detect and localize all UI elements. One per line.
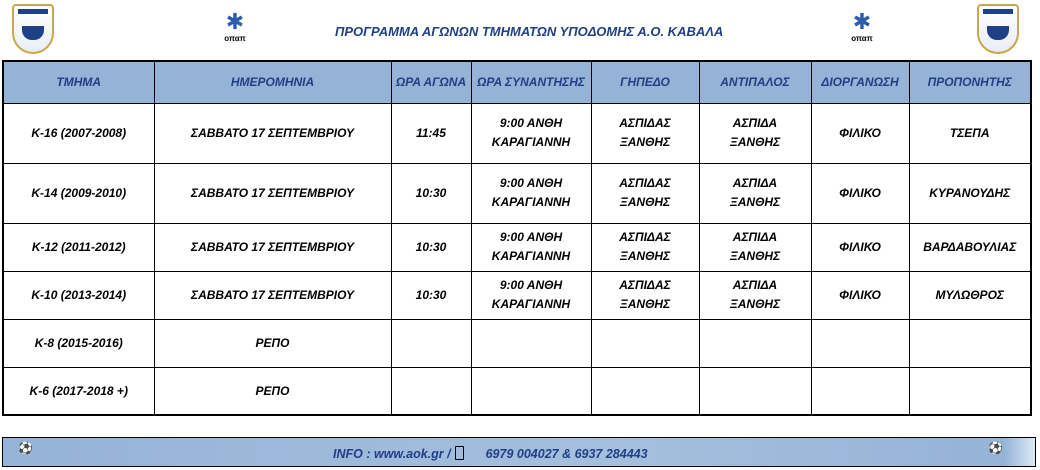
opap-label: οπαπ — [224, 34, 246, 43]
footer-phones: 6979 004027 & 6937 284443 — [485, 447, 648, 461]
table-cell: ΑΣΠΙΔΑΣ ΞΑΝΘΗΣ — [591, 271, 699, 319]
table-cell — [591, 319, 699, 367]
table-row — [3, 163, 1031, 223]
table-cell — [909, 319, 1031, 367]
opap-figure-icon: ✱ — [225, 9, 245, 34]
club-crest-logo — [977, 4, 1019, 54]
table-cell: 9:00 ΑΝΘΗ ΚΑΡΑΓΙΑΝΝΗ — [471, 271, 591, 319]
table-cell — [471, 367, 591, 415]
opap-logo — [215, 10, 255, 48]
table-cell: 10:30 — [391, 223, 471, 271]
table-header-row — [3, 61, 1031, 103]
table-cell: ΑΣΠΙΔΑΣ ΞΑΝΘΗΣ — [591, 103, 699, 163]
column-header: ΩΡΑ ΑΓΩΝΑ — [391, 61, 471, 103]
table-cell: ΑΣΠΙΔΑ ΞΑΝΘΗΣ — [699, 163, 811, 223]
table-cell: ΦΙΛΙΚΟ — [811, 223, 909, 271]
table-cell — [699, 367, 811, 415]
table-cell — [909, 367, 1031, 415]
table-cell: ΣΑΒΒΑΤΟ 17 ΣΕΠΤΕΜΒΡΙΟΥ — [154, 271, 391, 319]
table-cell: Κ-6 (2017-2018 +) — [3, 367, 154, 415]
club-crest-logo — [12, 4, 54, 54]
soccer-ball-icon: ⚽ — [988, 441, 1003, 455]
column-header: ΔΙΟΡΓΑΝΩΣΗ — [811, 61, 909, 103]
table-cell: ΦΙΛΙΚΟ — [811, 271, 909, 319]
table-cell: ΤΣΕΠΑ — [909, 103, 1031, 163]
table-row — [3, 319, 1031, 367]
table-cell — [471, 319, 591, 367]
table-cell: 9:00 ΑΝΘΗ ΚΑΡΑΓΙΑΝΝΗ — [471, 103, 591, 163]
opap-logo — [842, 10, 882, 48]
table-cell: ΡΕΠΟ — [154, 367, 391, 415]
footer-info: INFO : www.aok.gr / — [333, 447, 451, 461]
table-row — [3, 367, 1031, 415]
table-cell: Κ-14 (2009-2010) — [3, 163, 154, 223]
soccer-ball-icon: ⚽ — [18, 441, 33, 455]
table-cell — [699, 319, 811, 367]
table-cell: ΣΑΒΒΑΤΟ 17 ΣΕΠΤΕΜΒΡΙΟΥ — [154, 223, 391, 271]
table-cell — [391, 319, 471, 367]
table-cell: ΑΣΠΙΔΑΣ ΞΑΝΘΗΣ — [591, 223, 699, 271]
table-cell: ΑΣΠΙΔΑΣ ΞΑΝΘΗΣ — [591, 163, 699, 223]
table-cell: 10:30 — [391, 271, 471, 319]
footer-bar — [2, 437, 1036, 467]
column-header: ΗΜΕΡΟΜΗΝΙΑ — [154, 61, 391, 103]
table-cell: ΒΑΡΔΑΒΟΥΛΙΑΣ — [909, 223, 1031, 271]
table-cell: 9:00 ΑΝΘΗ ΚΑΡΑΓΙΑΝΝΗ — [471, 163, 591, 223]
table-cell: Κ-16 (2007-2008) — [3, 103, 154, 163]
table-row — [3, 271, 1031, 319]
table-cell: 9:00 ΑΝΘΗ ΚΑΡΑΓΙΑΝΝΗ — [471, 223, 591, 271]
table-cell — [391, 367, 471, 415]
page-title: ΠΡΟΓΡΑΜΜΑ ΑΓΩΝΩΝ ΤΜΗΜΑΤΩΝ ΥΠΟΔΟΜΗΣ Α.Ο. ΚΑΒΑΛΑ — [335, 24, 724, 39]
table-row — [3, 103, 1031, 163]
table-cell: ΣΑΒΒΑΤΟ 17 ΣΕΠΤΕΜΒΡΙΟΥ — [154, 103, 391, 163]
table-cell: ΦΙΛΙΚΟ — [811, 163, 909, 223]
table-cell: ΑΣΠΙΔΑ ΞΑΝΘΗΣ — [699, 103, 811, 163]
table-cell: Κ-12 (2011-2012) — [3, 223, 154, 271]
column-header: ΠΡΟΠΟΝΗΤΗΣ — [909, 61, 1031, 103]
table-cell: Κ-10 (2013-2014) — [3, 271, 154, 319]
table-cell — [591, 367, 699, 415]
table-cell: Κ-8 (2015-2016) — [3, 319, 154, 367]
column-header: ΩΡΑ ΣΥΝΑΝΤΗΣΗΣ — [471, 61, 591, 103]
page-header — [0, 0, 1040, 60]
opap-figure-icon: ✱ — [852, 9, 872, 34]
table-cell — [811, 367, 909, 415]
table-cell: 11:45 — [391, 103, 471, 163]
table-cell: 10:30 — [391, 163, 471, 223]
column-header: ΤΜΗΜΑ — [3, 61, 154, 103]
table-cell: ΣΑΒΒΑΤΟ 17 ΣΕΠΤΕΜΒΡΙΟΥ — [154, 163, 391, 223]
table-row — [3, 223, 1031, 271]
column-header: ΑΝΤΙΠΑΛΟΣ — [699, 61, 811, 103]
table-cell — [811, 319, 909, 367]
table-cell: ΡΕΠΟ — [154, 319, 391, 367]
table-cell: ΜΥΛΩΘΡΟΣ — [909, 271, 1031, 319]
table-cell: ΑΣΠΙΔΑ ΞΑΝΘΗΣ — [699, 271, 811, 319]
table-cell: ΑΣΠΙΔΑ ΞΑΝΘΗΣ — [699, 223, 811, 271]
phone-icon — [455, 446, 464, 460]
table-cell: ΚΥΡΑΝΟΥΔΗΣ — [909, 163, 1031, 223]
opap-label: οπαπ — [851, 34, 873, 43]
column-header: ΓΗΠΕΔΟ — [591, 61, 699, 103]
schedule-table — [2, 60, 1032, 416]
table-cell: ΦΙΛΙΚΟ — [811, 103, 909, 163]
